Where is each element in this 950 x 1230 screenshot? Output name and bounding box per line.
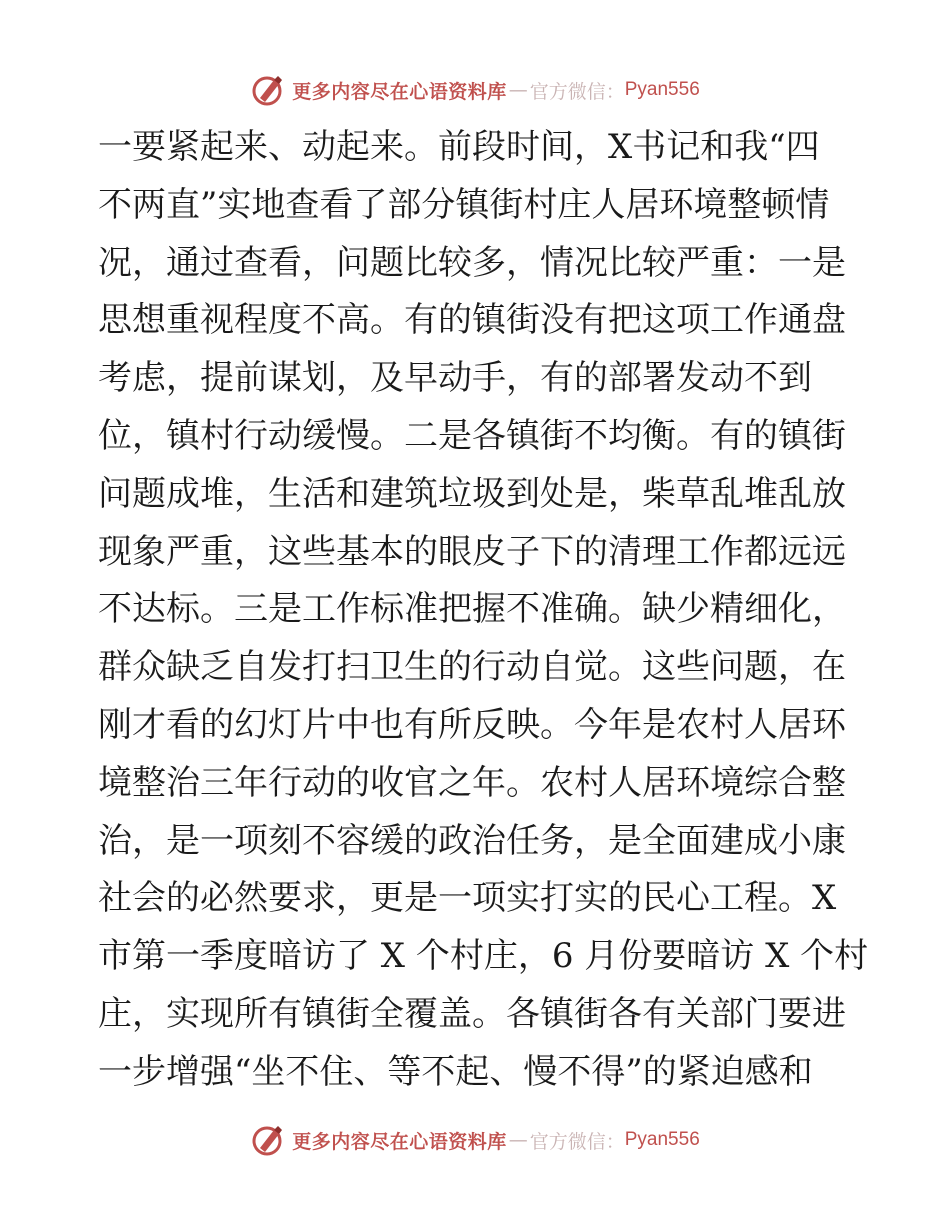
body-line: 现象严重，这些基本的眼皮子下的清理工作都远远: [98, 531, 846, 572]
pen-logo-icon: [250, 72, 286, 108]
header-banner: [0, 70, 950, 110]
header-wechat-id: Pyan556: [624, 79, 700, 100]
body-line: 不达标。三是工作标准把握不准确。缺少精细化，: [98, 589, 846, 630]
footer-slogan: 更多内容尽在心语资料库: [292, 1130, 507, 1153]
body-line: 一要紧起来、动起来。前段时间，X书记和我“四: [98, 127, 820, 167]
body-line: 况，通过查看，问题比较多，情况比较严重：一是: [98, 242, 846, 283]
header-slogan: 更多内容尽在心语资料库: [292, 80, 507, 103]
body-line: 市第一季度暗访了 X 个村庄，6 月份要暗访 X 个村: [98, 936, 869, 977]
body-line: 社会的必然要求，更是一项实打实的民心工程。X: [98, 878, 837, 919]
body-line: 境整治三年行动的收官之年。农村人居环境综合整: [98, 762, 846, 803]
footer-wechat-id: Pyan556: [624, 1129, 700, 1150]
footer-separator: —: [508, 1129, 528, 1151]
pen-logo-icon: [250, 1122, 286, 1158]
body-line: 群众缺乏自发打扫卫生的行动自觉。这些问题，在: [98, 647, 846, 688]
body-line: 治，是一项刻不容缓的政治任务，是全面建成小康: [98, 820, 846, 861]
footer-wechat-label: 官方微信：: [529, 1130, 625, 1153]
body-line: 刚才看的幻灯片中也有所反映。今年是农村人居环: [98, 704, 846, 745]
body-line: 一步增强“坐不住、等不起、慢不得”的紧迫感和: [98, 1051, 813, 1092]
header-separator: —: [508, 79, 528, 101]
body-line: 考虑，提前谋划，及早动手，有的部署发动不到: [98, 358, 812, 399]
body-line: 思想重视程度不高。有的镇街没有把这项工作通盘: [98, 300, 846, 341]
body-line: 不两直”实地查看了部分镇街村庄人居环境整顿情: [98, 184, 830, 225]
body-line: 问题成堆，生活和建筑垃圾到处是，柴草乱堆乱放: [98, 473, 846, 514]
header-wechat-label: 官方微信：: [529, 80, 625, 103]
document-body: [98, 119, 869, 1102]
footer-banner: [0, 1120, 950, 1160]
body-line: 庄，实现所有镇街全覆盖。各镇街各有关部门要进: [98, 993, 846, 1034]
body-line: 位，镇村行动缓慢。二是各镇街不均衡。有的镇街: [98, 415, 846, 456]
